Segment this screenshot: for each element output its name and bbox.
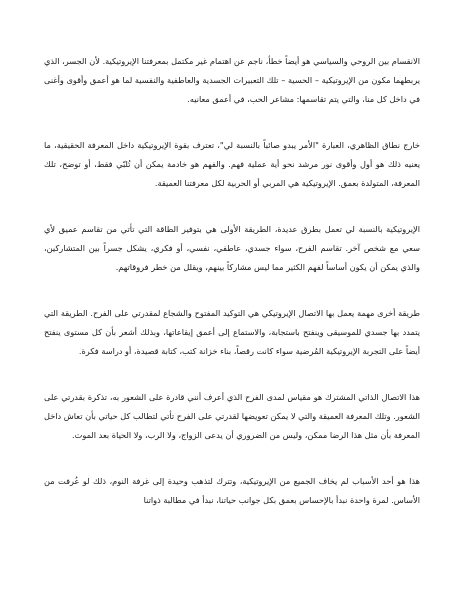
paragraph-6: هذا هو أحد الأسباب لم يخاف الجميع من الإيروتيكية، وتترك لتذهب وحيدة إلى غرفة النوم، ذلك لو عُرفت من الأساس. لمرة واحدة نبدأ بالإحساس بعمق بكل جوانب حياتنا، نبدأ في مطالبة ذواتنا (44, 476, 420, 505)
paragraph-5: هذا الاتصال الذاتي المشترك هو مقياس لمدى الفرح الذي أعرف أنني قادرة على الشعور به، تذكرة بقدرتي على الشعور. وتلك المعرفة العميقة والتي لا يمكن تعويضها لقدرتي على الفرح تأتي لتطالب كل حياتي بأن تعاش داخل المعرفة بأن مثل هذا الرضا ممكن، وليس من الضروري أن يدعى الزواج، ولا الرب، ولا الحياة بعد الموت. (44, 392, 420, 440)
paragraph-4: طريقة أخرى مهمة يعمل بها الاتصال الإيروتيكي هي التوكيد المفتوح والشجاع لمقدرتي على الفرح. الطريقة التي يتمدد بها جسدي للموسيقى وينفتح باستجابة، والاستماع إلى أعمق إيقاعاتها، وبذلك أشعر بأن كل مستوى ينفتح أيضاً على التجربة الإيروتيكية المُرضية سواء كانت رقصاً، بناء خزانة كتب، كتابة قصيدة، أو دراسة فكرة. (44, 308, 420, 356)
paragraph-2: خارج نطاق الظاهري، العبارة "الأمر يبدو صائباً بالنسبة لي"، تعترف بقوة الإيروتيكية داخل المعرفة الحقيقية، ما يعنيه ذلك هو أول وأقوى نور مرشد نحو أية عملية فهم. والفهم هو خادمة يمكن أن تُلبّي فقط، أو توضح، تلك المعرفة، المتولدة بعمق. الإيروتيكية هي المربي أو الحربية لكل معرفتنا العميقة. (44, 140, 420, 188)
paragraph-3: الإيروتيكية بالنسبة لي تعمل بطرق عديدة، الطريقة الأولى هي بتوفير الطاقة التي تأتي من تقاسم عميق لأي سعي مع شخص آخر. تقاسم الفرح، سواء جسدي، عاطفي، نفسي، أو فكري، يشكل جسراً بين المتشاركين، والذي يمكن أن يكون أساساً لفهم الكثير مما ليس مشاركاً بينهم، ويقلل من خطر فروقاتهم. (44, 224, 420, 272)
paragraph-1: الانقسام بين الروحي والسياسي هو أيضاً خطأ، ناجم عن اهتمام غير مكتمل بمعرفتنا الإيروتيكية. لأن الجسر، الذي يربطهما مكون من الإيروتيكية – الحسية – تلك التعبيرات الجسدية والعاطفية والنفسية لما هو أعمق وأقوى وأغنى في داخل كل منا، والتي يتم تقاسمها: مشاعر الحب، في أعمق معانيه. (44, 56, 420, 104)
document-page (44, 52, 420, 537)
